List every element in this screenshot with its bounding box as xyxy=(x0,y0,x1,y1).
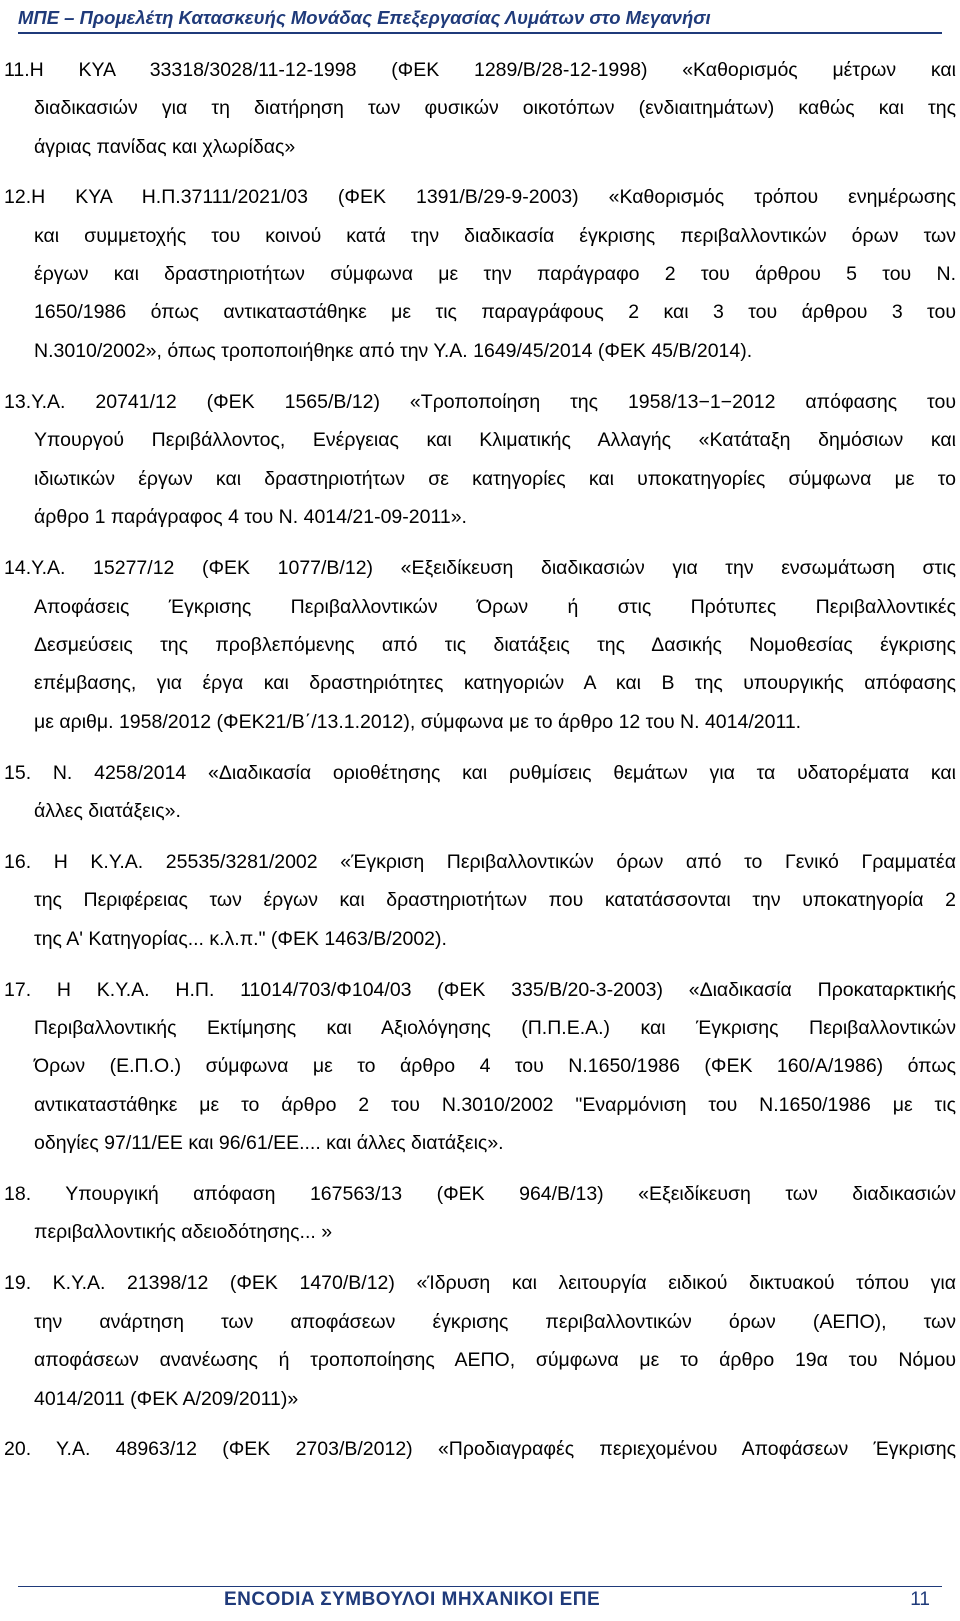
list-item-line: 19. Κ.Υ.Α. 21398/12 (ΦΕΚ 1470/Β/12) «Ίδρυση και λειτουργία ειδικού δικτυακού τόπου για xyxy=(4,1272,956,1294)
list-item-line: ιδιωτικών έργων και δραστηριοτήτων σε κατηγορίες και υποκατηγορίες σύμφωνα με το xyxy=(34,468,956,490)
list-item-line: άγριας πανίδας και χλωρίδας» xyxy=(34,136,296,158)
list-item-line: 20. Υ.Α. 48963/12 (ΦΕΚ 2703/Β/2012) «Προδιαγραφές περιεχομένου Αποφάσεων Έγκρισης xyxy=(4,1438,956,1460)
list-item-line: 11.Η ΚΥΑ 33318/3028/11-12-1998 (ΦΕΚ 1289/Β/28-12-1998) «Καθορισμός μέτρων και xyxy=(4,59,956,81)
footer-company-name: ENCODIA ΣΥΜΒΟΥΛΟΙ ΜΗΧΑΝΙΚΟΙ ΕΠΕ xyxy=(224,1589,601,1610)
list-item-line: άλλες διατάξεις». xyxy=(34,800,181,822)
list-item-line: την ανάρτηση των αποφάσεων έγκρισης περιβαλλοντικών όρων (ΑΕΠΟ), των xyxy=(34,1311,956,1333)
list-item-line: 16. Η Κ.Υ.Α. 25535/3281/2002 «Έγκριση Περιβαλλοντικών όρων από το Γενικό Γραμματέα xyxy=(4,851,956,873)
list-item-line: Υπουργού Περιβάλλοντος, Ενέργειας και Κλιματικής Αλλαγής «Κατάταξη δημόσιων και xyxy=(34,429,956,451)
list-item-line: περιβαλλοντικής αδειοδότησης... » xyxy=(34,1221,333,1243)
list-item-line: 18. Υπουργική απόφαση 167563/13 (ΦΕΚ 964/Β/13) «Εξειδίκευση των διαδικασιών xyxy=(4,1183,956,1205)
list-item-line: 17. Η Κ.Υ.Α. Η.Π. 11014/703/Φ104/03 (ΦΕΚ 335/Β/20-3-2003) «Διαδικασία Προκαταρκτικής xyxy=(4,979,956,1001)
page-header xyxy=(18,6,942,34)
list-item-line: επέμβασης, για έργα και δραστηριότητες κατηγοριών Α και Β της υπουργικής απόφασης xyxy=(34,672,956,694)
document-title: ΜΠΕ – Προμελέτη Κατασκευής Μονάδας Επεξεργασίας Λυμάτων στο Μεγανήσι xyxy=(18,7,711,28)
list-item-line: 14.Υ.Α. 15277/12 (ΦΕΚ 1077/Β/12) «Εξειδίκευση διαδικασιών για την ενσωμάτωση στις xyxy=(4,557,956,579)
list-item-line: Περιβαλλοντικής Εκτίμησης και Αξιολόγησης (Π.Π.Ε.Α.) και Έγκρισης Περιβαλλοντικών xyxy=(34,1017,956,1039)
list-item-line: άρθρο 1 παράγραφος 4 του Ν. 4014/21-09-2011». xyxy=(34,506,467,528)
list-item-line: Ν.3010/2002», όπως τροποποιήθηκε από την Υ.Α. 1649/45/2014 (ΦΕΚ 45/Β/2014). xyxy=(34,340,753,362)
list-item-line: αντικαταστάθηκε με το άρθρο 2 του Ν.3010/2002 "Εναρμόνιση του Ν.1650/1986 με τις xyxy=(34,1094,956,1116)
list-item-line: της Περιφέρειας των έργων και δραστηριοτήτων που κατατάσσονται την υποκατηγορία 2 xyxy=(34,889,956,911)
list-item-line: 13.Υ.Α. 20741/12 (ΦΕΚ 1565/Β/12) «Τροποποίηση της 1958/13−1−2012 απόφασης του xyxy=(4,391,956,413)
list-item-line: 4014/2011 (ΦΕΚ Α/209/2011)» xyxy=(34,1388,299,1410)
list-item-line: Όρων (Ε.Π.Ο.) σύμφωνα με το άρθρο 4 του Ν.1650/1986 (ΦΕΚ 160/Α/1986) όπως xyxy=(34,1055,956,1077)
list-item-line: και συμμετοχής του κοινού κατά την διαδικασία έγκρισης περιβαλλοντικών όρων των xyxy=(34,225,956,247)
page-number: 11 xyxy=(910,1589,930,1610)
list-item-line: Δεσμεύσεις της προβλεπόμενης από τις διατάξεις της Δασικής Νομοθεσίας έγκρισης xyxy=(34,634,956,656)
page-footer xyxy=(18,1586,942,1617)
list-item-line: 15. Ν. 4258/2014 «Διαδικασία οριοθέτησης και ρυθμίσεις θεμάτων για τα υδατορέματα και xyxy=(4,762,956,784)
list-item-line: έργων και δραστηριοτήτων σύμφωνα με την παράγραφο 2 του άρθρου 5 του Ν. xyxy=(34,263,956,285)
list-item-line: 12.Η ΚΥΑ Η.Π.37111/2021/03 (ΦΕΚ 1391/Β/29-9-2003) «Καθορισμός τρόπου ενημέρωσης xyxy=(4,186,956,208)
list-item-line: διαδικασιών για τη διατήρηση των φυσικών οικοτόπων (ενδιαιτημάτων) καθώς και της xyxy=(34,97,956,119)
list-item-line: οδηγίες 97/11/ΕΕ και 96/61/ΕΕ.... και άλλες διατάξεις». xyxy=(34,1132,504,1154)
list-item-line: αποφάσεων ανανέωσης ή τροποποίησης ΑΕΠΟ, σύμφωνα με το άρθρο 19α του Νόμου xyxy=(34,1349,956,1371)
list-item-line: 1650/1986 όπως αντικαταστάθηκε με τις παραγράφους 2 και 3 του άρθρου 3 του xyxy=(34,301,956,323)
list-item-line: της Α' Κατηγορίας... κ.λ.π." (ΦΕΚ 1463/Β/2002). xyxy=(34,928,447,950)
list-item-line: Αποφάσεις Έγκρισης Περιβαλλοντικών Όρων ή στις Πρότυπες Περιβαλλοντικές xyxy=(34,596,956,618)
list-item-line: με αριθμ. 1958/2012 (ΦΕΚ21/Β΄/13.1.2012), σύμφωνα με το άρθρο 12 του Ν. 4014/2011. xyxy=(34,711,802,733)
